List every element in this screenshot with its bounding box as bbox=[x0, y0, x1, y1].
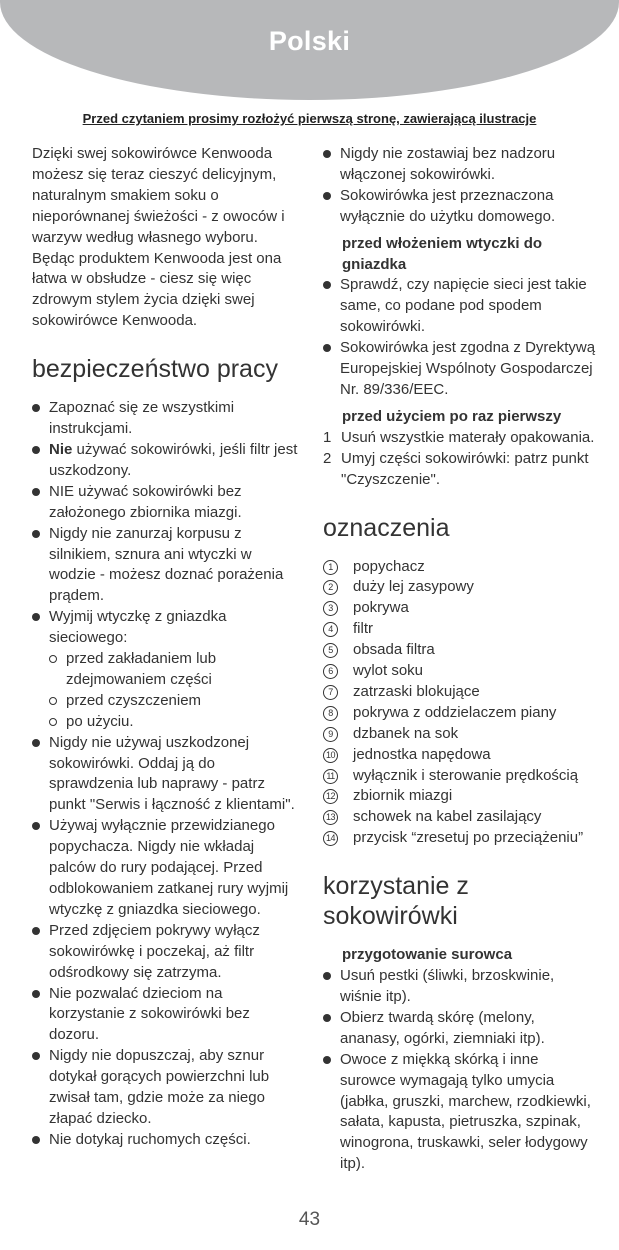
list-item: Owoce z miękką skórką i inne surowce wymagają tylko umycia (jabłka, gruszki, marchew, rzodkiewki, sałata, kapusta, pietruszka, szpinak, winogrona, truskawki, seler łodygowy itp). bbox=[323, 1050, 598, 1175]
part-item: 14 przycisk “zresetuj po przeciążeniu” bbox=[323, 828, 598, 849]
bullet-icon bbox=[323, 150, 331, 158]
bullet-icon bbox=[32, 1136, 40, 1144]
hollow-bullet-icon bbox=[49, 697, 57, 705]
first-use-heading: przed użyciem po raz pierwszy bbox=[342, 407, 562, 425]
part-item: 10 jednostka napędowa bbox=[323, 745, 598, 766]
list-item: Przed zdjęciem pokrywy wyłącz sokowirówkę i poczekaj, aż filtr odśrodkowy się zatrzyma. bbox=[32, 921, 302, 984]
bullet-icon bbox=[32, 822, 40, 830]
part-item: 8 pokrywa z oddzielaczem piany bbox=[323, 703, 598, 724]
bullet-icon bbox=[323, 281, 331, 289]
circled-number: 10 bbox=[323, 748, 338, 763]
first-use-steps bbox=[323, 428, 598, 491]
part-item: 13 schowek na kabel zasilający bbox=[323, 807, 598, 828]
header-banner bbox=[0, 0, 619, 100]
list-item: Usuń pestki (śliwki, brzoskwinie, wiśnie itp). bbox=[323, 966, 598, 1008]
list-item: Nigdy nie używaj uszkodzonej sokowirówki. Oddaj ją do sprawdzenia lub naprawy - patrz punkt "Serwis i łączność z klientami". bbox=[32, 733, 302, 817]
bullet-icon bbox=[323, 972, 331, 980]
fold-out-notice: Przed czytaniem prosimy rozłożyć pierwszą stronę, zawierającą ilustracje bbox=[82, 111, 537, 126]
circled-number: 5 bbox=[323, 643, 338, 658]
list-item: NIE używać sokowirówki bez założonego zbiornika miazgi. bbox=[32, 482, 302, 524]
bullet-icon bbox=[32, 739, 40, 747]
list-item: Nigdy nie dopuszczaj, aby sznur dotykał gorących powierzchni lub zwisał tam, gdzie może za niego złapać dziecko. bbox=[32, 1046, 302, 1130]
hollow-bullet-icon bbox=[49, 655, 57, 663]
usage-heading: korzystanie z sokowirówki bbox=[323, 872, 469, 931]
part-item: 9 dzbanek na sok bbox=[323, 724, 598, 745]
bullet-icon bbox=[32, 530, 40, 538]
safety-heading: bezpieczeństwo pracy bbox=[32, 355, 278, 384]
parts-heading: oznaczenia bbox=[323, 513, 450, 542]
list-item: Nie używać sokowirówki, jeśli filtr jest uszkodzony. bbox=[32, 440, 302, 482]
circled-number: 9 bbox=[323, 727, 338, 742]
part-item: 5 obsada filtra bbox=[323, 640, 598, 661]
bullet-icon bbox=[323, 192, 331, 200]
bullet-icon bbox=[323, 344, 331, 352]
bullet-icon bbox=[32, 990, 40, 998]
list-item: Wyjmij wtyczkę z gniazdka sieciowego: przed zakładaniem lub zdejmowaniem części przed czyszczeniem po użyciu. bbox=[32, 607, 302, 732]
part-item: 1 popychacz bbox=[323, 557, 598, 578]
circled-number: 4 bbox=[323, 622, 338, 637]
safety-list-continued bbox=[323, 144, 598, 228]
numbered-step: 1 Usuń wszystkie materały opakowania. bbox=[323, 428, 595, 446]
part-item: 7 zatrzaski blokujące bbox=[323, 682, 598, 703]
circled-number: 12 bbox=[323, 789, 338, 804]
part-item: 3 pokrywa bbox=[323, 598, 598, 619]
page-number: 43 bbox=[298, 1209, 321, 1230]
before-plugging-list bbox=[323, 275, 598, 400]
unplug-sublist bbox=[49, 649, 302, 733]
right-column bbox=[323, 144, 598, 1175]
circled-number: 2 bbox=[323, 580, 338, 595]
part-item: 6 wylot soku bbox=[323, 661, 598, 682]
preparation-subheading: przygotowanie surowca bbox=[342, 946, 513, 964]
circled-number: 7 bbox=[323, 685, 338, 700]
language-title: Polski bbox=[268, 26, 351, 56]
bullet-icon bbox=[32, 404, 40, 412]
circled-number: 14 bbox=[323, 831, 338, 846]
circled-number: 1 bbox=[323, 560, 338, 575]
bullet-icon bbox=[32, 488, 40, 496]
list-item: Zapoznać się ze wszystkimi instrukcjami. bbox=[32, 398, 302, 440]
circled-number: 3 bbox=[323, 601, 338, 616]
before-plugging-heading: przed włożeniem wtyczki do gniazdka bbox=[342, 234, 543, 273]
intro-paragraph: Dzięki swej sokowirówce Kenwooda możesz się teraz cieszyć delicyjnym, naturalnym smakiem soku o nieporównanej świeżości - z owoców i warzyw według własnego wyboru. Będąc produktem Kenwooda jest ona łatwa w obsłudze - ciesz się więc zdrowym stylem życia dzięki swej sokowirówce Kenwooda. bbox=[32, 145, 285, 330]
sub-list-item: przed zakładaniem lub zdejmowaniem części bbox=[49, 649, 302, 691]
safety-list bbox=[32, 398, 302, 1151]
bullet-icon bbox=[32, 446, 40, 454]
bullet-icon bbox=[32, 613, 40, 621]
bullet-icon bbox=[32, 927, 40, 935]
circled-number: 8 bbox=[323, 706, 338, 721]
bullet-icon bbox=[32, 1052, 40, 1060]
circled-number: 13 bbox=[323, 810, 338, 825]
list-item: Nie dotykaj ruchomych części. bbox=[32, 1130, 302, 1151]
circled-number: 6 bbox=[323, 664, 338, 679]
list-item: Sokowirówka jest przeznaczona wyłącznie do użytku domowego. bbox=[323, 186, 598, 228]
preparation-list bbox=[323, 966, 598, 1175]
parts-list bbox=[323, 557, 598, 850]
part-item: 2 duży lej zasypowy bbox=[323, 577, 598, 598]
part-item: 4 filtr bbox=[323, 619, 598, 640]
numbered-step: 2 Umyj części sokowirówki: patrz punkt "Czyszczenie". bbox=[323, 449, 589, 488]
bullet-icon bbox=[323, 1014, 331, 1022]
list-item: Sokowirówka jest zgodna z Dyrektywą Europejskiej Wspólnoty Gospodarczej Nr. 89/336/EEC. bbox=[323, 338, 598, 401]
list-item: Sprawdź, czy napięcie sieci jest takie same, co podane pod spodem sokowirówki. bbox=[323, 275, 598, 338]
left-column bbox=[32, 144, 302, 1151]
part-item: 12 zbiornik miazgi bbox=[323, 786, 598, 807]
circled-number: 11 bbox=[323, 769, 338, 784]
list-item: Nigdy nie zanurzaj korpusu z silnikiem, sznura ani wtyczki w wodzie - możesz doznać porażenia prądem. bbox=[32, 524, 302, 608]
list-item: Nigdy nie zostawiaj bez nadzoru włączonej sokowirówki. bbox=[323, 144, 598, 186]
list-item: Obierz twardą skórę (melony, ananasy, ogórki, ziemniaki itp). bbox=[323, 1008, 598, 1050]
bullet-icon bbox=[323, 1056, 331, 1064]
list-item: Używaj wyłącznie przewidzianego popychacza. Nigdy nie wkładaj palców do rury podającej. Przed odblokowaniem zatkanej rury wyjmij wtyczkę z gniazdka sieciowego. bbox=[32, 816, 302, 921]
sub-list-item: przed czyszczeniem bbox=[49, 691, 302, 712]
hollow-bullet-icon bbox=[49, 718, 57, 726]
sub-list-item: po użyciu. bbox=[49, 712, 302, 733]
part-item: 11 wyłącznik i sterowanie prędkością bbox=[323, 766, 598, 787]
list-item: Nie pozwalać dzieciom na korzystanie z sokowirówki bez dozoru. bbox=[32, 984, 302, 1047]
